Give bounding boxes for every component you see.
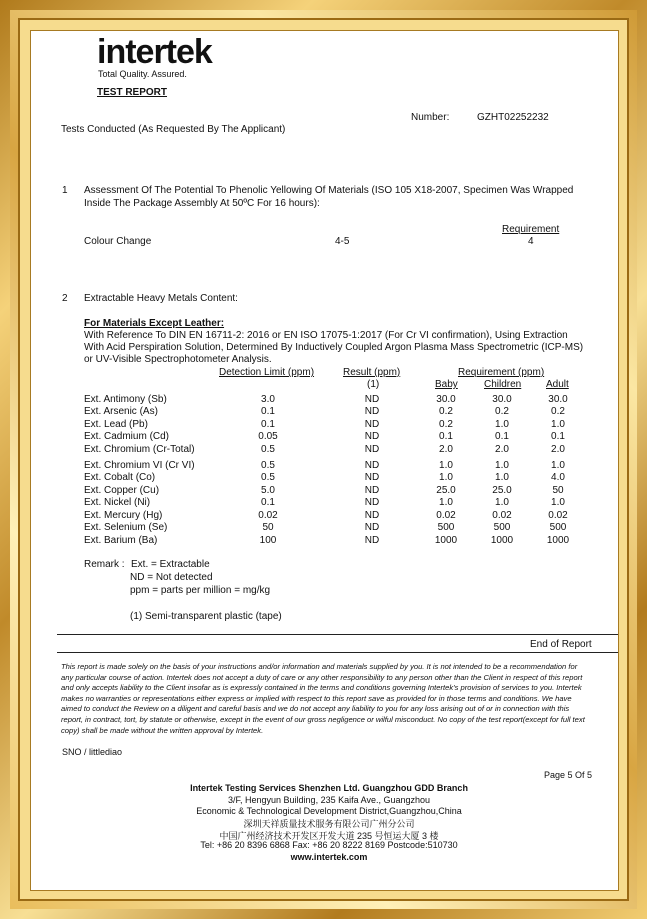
cell-baby: 30.0: [436, 394, 456, 405]
cell-name: Ext. Copper (Cu): [84, 485, 160, 496]
cell-dl: 0.02: [258, 510, 278, 521]
cell-children: 1.0: [495, 497, 509, 508]
address-line1: 3/F, Hengyun Building, 235 Kaifa Ave., Guangzhou: [228, 795, 430, 805]
address-cn-2: 中国广州经济技术开发区开发大道 235 号恒运大厦 3 楼: [219, 831, 439, 841]
cell-baby: 0.2: [439, 406, 453, 417]
cell-res: ND: [364, 497, 380, 508]
cell-children: 25.0: [492, 485, 512, 496]
cell-dl: 0.1: [261, 406, 275, 417]
colour-change-label: Colour Change: [84, 236, 152, 247]
cell-baby: 1.0: [439, 497, 453, 508]
cell-name: Ext. Nickel (Ni): [84, 497, 151, 508]
cell-name: Ext. Barium (Ba): [84, 535, 158, 546]
section-2-number: 2: [62, 293, 68, 304]
intertek-logo: intertek: [97, 33, 212, 71]
cell-res: ND: [364, 522, 380, 533]
cell-name: Ext. Chromium (Cr-Total): [84, 444, 195, 455]
cell-dl: 0.1: [261, 419, 275, 430]
cell-res: ND: [364, 406, 380, 417]
cell-adult: 4.0: [551, 472, 565, 483]
col-children: Children: [484, 379, 522, 390]
cell-children: 1.0: [495, 419, 509, 430]
page-number: Page 5 Of 5: [544, 770, 593, 780]
cell-dl: 0.1: [261, 497, 275, 508]
end-of-report: End of Report: [530, 639, 592, 650]
cell-baby: 25.0: [436, 485, 456, 496]
cell-baby: 1.0: [439, 460, 453, 471]
remark-ppm: ppm = parts per million = mg/kg: [130, 585, 271, 596]
cell-name: Ext. Arsenic (As): [84, 406, 158, 417]
col-detection-limit: Detection Limit (ppm): [219, 367, 315, 378]
divider-line: [57, 634, 619, 635]
col-result: Result (ppm): [343, 367, 401, 378]
cell-name: Ext. Chromium VI (Cr VI): [84, 460, 195, 471]
colour-change-result: 4-5: [335, 236, 350, 247]
section-2-subtitle: For Materials Except Leather:: [84, 318, 225, 329]
report-title: TEST REPORT: [97, 87, 168, 98]
cell-baby: 0.2: [439, 419, 453, 430]
cell-adult: 2.0: [551, 444, 565, 455]
cell-res: ND: [364, 394, 380, 405]
cell-children: 1.0: [495, 460, 509, 471]
cell-dl: 0.5: [261, 472, 275, 483]
section-2-title: Extractable Heavy Metals Content:: [84, 293, 238, 304]
cell-dl: 3.0: [261, 394, 275, 405]
remark-ext: Ext. = Extractable: [131, 559, 210, 570]
cell-dl: 5.0: [261, 485, 275, 496]
cell-adult: 0.2: [551, 406, 565, 417]
cell-children: 1000: [490, 535, 514, 546]
cell-dl: 0.05: [258, 431, 278, 442]
cell-res: ND: [364, 419, 380, 430]
cell-children: 30.0: [492, 394, 512, 405]
method-line3: or UV-Visible Spectrophotometer Analysis.: [84, 354, 272, 365]
cell-name: Ext. Cadmium (Cd): [84, 431, 170, 442]
cell-baby: 1000: [434, 535, 458, 546]
cell-res: ND: [364, 510, 380, 521]
method-line2: With Acid Perspiration Solution, Determined By Inductively Coupled Argon Plasma Mass Spectrometric (ICP-MS): [84, 342, 584, 353]
cell-adult: 1.0: [551, 497, 565, 508]
cell-baby: 2.0: [439, 444, 453, 455]
cell-baby: 0.02: [436, 510, 456, 521]
method-line1: With Reference To DIN EN 16711-2: 2016 or EN ISO 17075-1:2017 (For Cr VI confirmation), Using Extraction: [84, 330, 568, 341]
cell-dl: 0.5: [261, 460, 275, 471]
col-requirement: Requirement (ppm): [458, 367, 545, 378]
cell-dl: 100: [259, 535, 277, 546]
cell-name: Ext. Antimony (Sb): [84, 394, 167, 405]
cell-children: 0.1: [495, 431, 509, 442]
cell-adult: 0.02: [548, 510, 568, 521]
website: www.intertek.com: [290, 852, 368, 862]
cell-name: Ext. Selenium (Se): [84, 522, 168, 533]
cell-adult: 0.1: [551, 431, 565, 442]
cell-name: Ext. Lead (Pb): [84, 419, 148, 430]
sno: SNO / littlediao: [62, 747, 123, 757]
company-name: Intertek Testing Services Shenzhen Ltd. Guangzhou GDD Branch: [190, 783, 468, 793]
cell-children: 0.2: [495, 406, 509, 417]
section-1-line1: Assessment Of The Potential To Phenolic Yellowing Of Materials (ISO 105 X18-2007, Specimen Was Wrapped: [84, 185, 574, 196]
cell-baby: 0.1: [439, 431, 453, 442]
cell-adult: 1.0: [551, 419, 565, 430]
col-adult: Adult: [546, 379, 569, 390]
cell-baby: 1.0: [439, 472, 453, 483]
cell-adult: 50: [552, 485, 564, 496]
cell-name: Ext. Mercury (Hg): [84, 510, 163, 521]
cell-children: 1.0: [495, 472, 509, 483]
cell-adult: 1.0: [551, 460, 565, 471]
cell-name: Ext. Cobalt (Co): [84, 472, 156, 483]
col-result-sub: (1): [367, 379, 380, 390]
cell-baby: 500: [437, 522, 455, 533]
cell-adult: 500: [549, 522, 567, 533]
remark-nd: ND = Not detected: [130, 572, 213, 583]
divider-line-2: [57, 652, 619, 653]
contact-line: Tel: +86 20 8396 6868 Fax: +86 20 8222 8169 Postcode:510730: [200, 840, 458, 850]
report-number: GZHT02252232: [477, 112, 549, 123]
cell-res: ND: [364, 472, 380, 483]
cell-children: 0.02: [492, 510, 512, 521]
cell-adult: 30.0: [548, 394, 568, 405]
cell-res: ND: [364, 444, 380, 455]
requirement-header: Requirement: [502, 224, 560, 235]
section-1-number: 1: [62, 185, 68, 196]
number-label: Number:: [411, 112, 450, 123]
remark-label: Remark :: [84, 559, 125, 570]
cell-dl: 0.5: [261, 444, 275, 455]
cell-res: ND: [364, 535, 380, 546]
disclaimer: This report is made solely on the basis of your instructions and/or information and materials supplied by you. It is not intended to be a recommendation for any particular course of action. Intertek does not accept a duty of care or any other responsibility to any person other than the Client in respect of this report and only accepts liability to the Client insofar as is expressly contained in the terms and conditions governing Intertek's provision of services to you. Intertek makes no warranties or representations either express or implied with respect to this report save as provided for in those terms and conditions. We have aimed to conduct the Review on a diligent and careful basis and we do not accept any liability to you for any loss arising out of or in connection with this report, in contract, tort, by statute or otherwise, except in the event of our gross negligence or wilful misconduct. No copy of the test report(except for full text copy) shall be made without the written approval by Intertek.: [61, 662, 585, 735]
note-1: (1) Semi-transparent plastic (tape): [130, 611, 282, 622]
logo-tagline: Total Quality. Assured.: [98, 69, 187, 79]
cell-res: ND: [364, 431, 380, 442]
cell-children: 2.0: [495, 444, 509, 455]
col-baby: Baby: [435, 379, 458, 390]
cell-children: 500: [493, 522, 511, 533]
cell-dl: 50: [262, 522, 274, 533]
address-line2: Economic & Technological Development District,Guangzhou,China: [196, 806, 462, 816]
section-1-line2: Inside The Package Assembly At 50ºC For 16 hours):: [84, 198, 320, 209]
colour-change-requirement: 4: [528, 236, 534, 247]
address-cn-1: 深圳天祥质量技术服务有限公司广州分公司: [243, 819, 415, 829]
cell-res: ND: [364, 485, 380, 496]
cell-res: ND: [364, 460, 380, 471]
report-page: [30, 30, 619, 891]
cell-adult: 1000: [546, 535, 570, 546]
tests-conducted: Tests Conducted (As Requested By The Applicant): [61, 124, 286, 135]
